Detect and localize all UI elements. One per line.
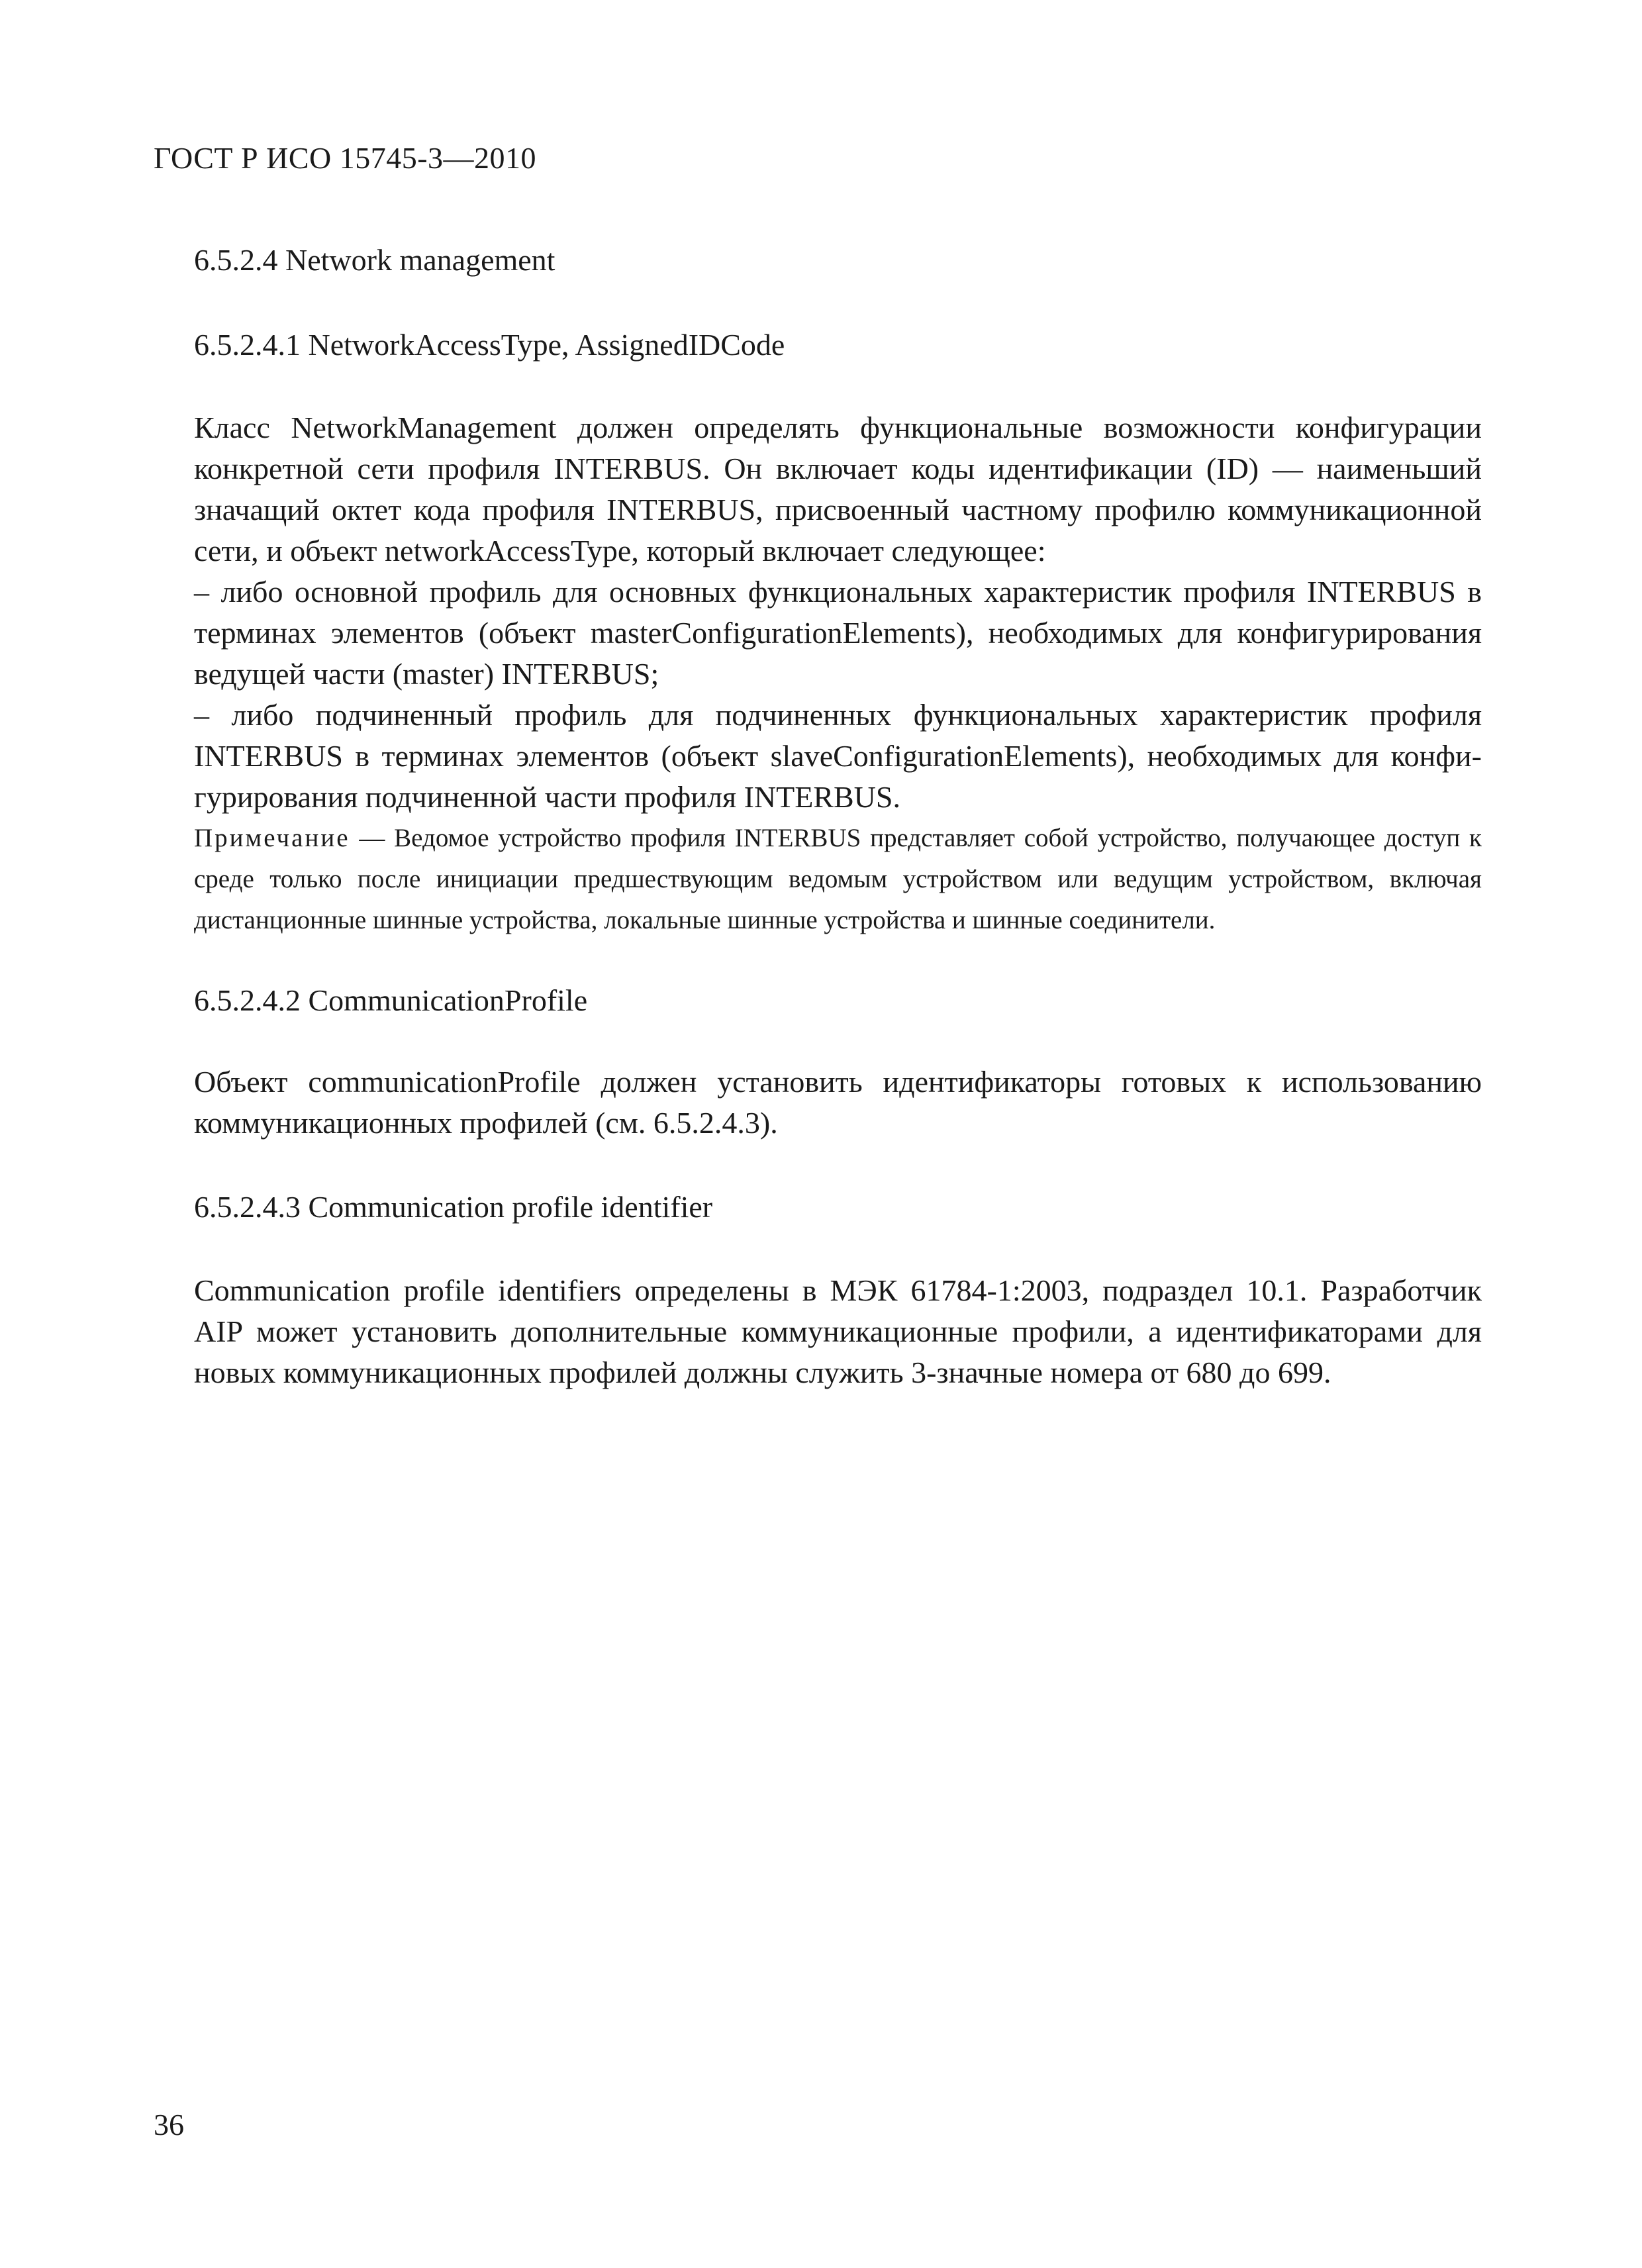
list-item-slave-profile: – либо подчиненный профиль для подчиненных функциональных характеристик профиля INTERBUS в терминах элементов (объект slaveConfigurationElements), необходимых для конфигурирования подчиненной части профиля INTERBUS. xyxy=(194,698,1482,814)
section-6-5-2-4-1 xyxy=(194,324,1482,366)
note-paragraph xyxy=(194,818,1482,941)
section-6-5-2-4 xyxy=(194,240,1482,281)
section-6-5-2-4-2-body xyxy=(194,1061,1482,1144)
section-6-5-2-4-3 xyxy=(194,1187,1482,1228)
note-label: Примечание xyxy=(194,824,350,852)
paragraph-communication-profile: Объект communicationProfile должен установить идентификаторы готовых к использованию коммуникационных профилей (см. 6.5.2.4.3). xyxy=(194,1065,1482,1140)
list-item-master-profile: – либо основной профиль для основных функциональных характеристик профиля INTERBUS в терминах элементов (объект masterConfigurationElements), необходимых для конфигурирования ведущей части (master) INTERBUS; xyxy=(194,575,1482,691)
page-header-standard-id: ГОСТ Р ИСО 15745-3—2010 xyxy=(154,141,537,175)
page-number: 36 xyxy=(154,2108,184,2142)
section-6-5-2-4-2 xyxy=(194,980,1482,1021)
section-heading-6-5-2-4-1: 6.5.2.4.1 NetworkAccessType, AssignedIDCode xyxy=(194,328,785,362)
section-heading-6-5-2-4-2: 6.5.2.4.2 CommunicationProfile xyxy=(194,983,588,1017)
paragraph-network-management-class: Класс NetworkManagement должен определять функциональные возможности конфигурации конкретной сети профиля INTERBUS. Он включает коды идентификации (ID) — наименьший значащий октет кода профиля INTERBUS, присвоенный частному профилю коммуникационной сети, и объект networkAccessType, который включает следующее: xyxy=(194,411,1482,567)
paragraph-communication-profile-identifier: Communication profile identifiers определены в МЭК 61784-1:2003, подраздел 10.1. Разработчик AIP может установить дополнительные коммуникационные профили, а идентификаторами для новых коммуникационных профилей должны служить 3-значные номера от 680 до 699. xyxy=(194,1273,1482,1389)
note-text: — Ведомое устройство профиля INTERBUS представляет собой устройство, получающее доступ к среде только после инициации предшествующим ведомым устройством или ведущим устройством, включая дистанционные шинные устройства, локальные шинные устройства и шинные соединители. xyxy=(194,824,1482,934)
section-6-5-2-4-3-body xyxy=(194,1270,1482,1393)
section-heading-6-5-2-4-3: 6.5.2.4.3 Communication profile identifier xyxy=(194,1190,713,1224)
section-6-5-2-4-1-body xyxy=(194,407,1482,941)
section-heading-6-5-2-4: 6.5.2.4 Network management xyxy=(194,243,555,277)
